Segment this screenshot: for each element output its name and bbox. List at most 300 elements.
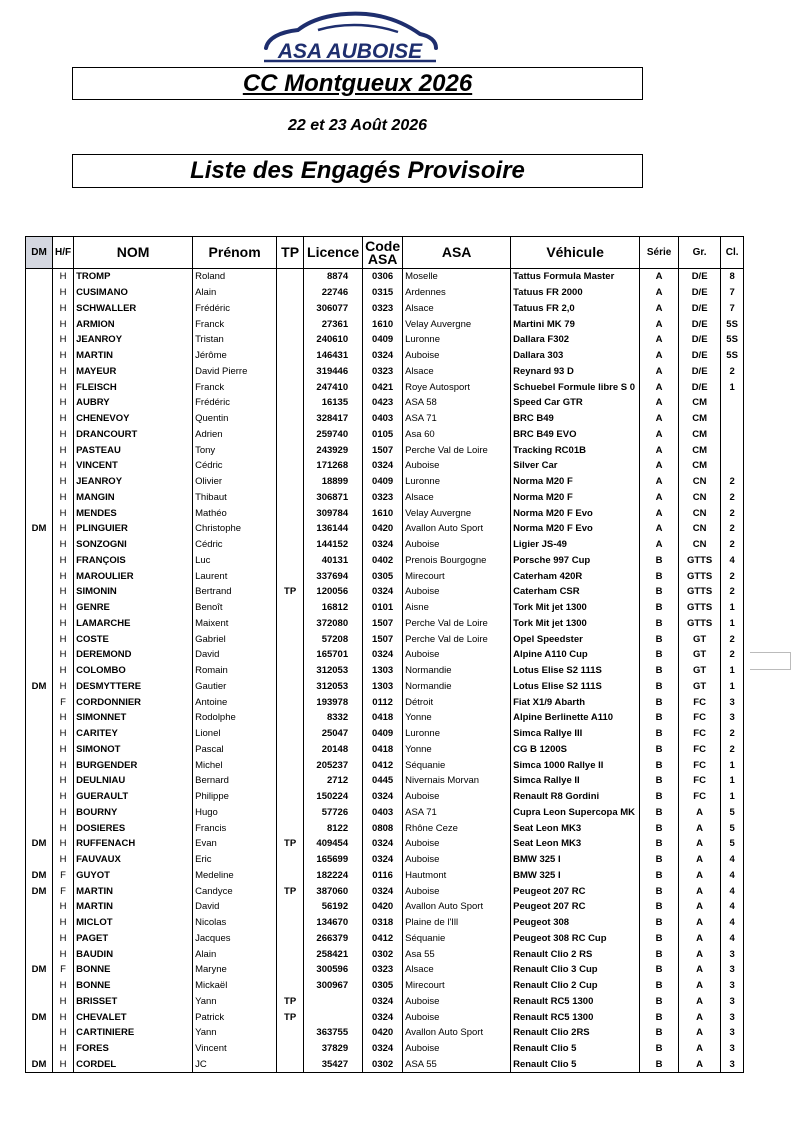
cell-asa: Plaine de l'Ill xyxy=(403,915,511,931)
col-header-dm: DM xyxy=(26,237,53,269)
cell-classe: 4 xyxy=(721,553,744,569)
cell-sex: H xyxy=(53,820,74,836)
cell-licence: 319446 xyxy=(304,364,363,380)
cell-tp xyxy=(277,868,304,884)
cell-tp xyxy=(277,789,304,805)
cell-licence: 300596 xyxy=(304,962,363,978)
cell-serie: B xyxy=(640,647,679,663)
cell-groupe: CN xyxy=(679,474,721,490)
cell-vehicule: Simca Rallye III xyxy=(511,726,640,742)
cell-licence: 409454 xyxy=(304,836,363,852)
cell-licence: 134670 xyxy=(304,915,363,931)
cell-serie: A xyxy=(640,316,679,332)
cell-sex: H xyxy=(53,537,74,553)
table-row xyxy=(26,364,744,380)
col-header-licence: Licence xyxy=(304,237,363,269)
event-title-text: CC Montgueux 2026 xyxy=(242,69,473,97)
cell-code-asa: 1507 xyxy=(363,442,403,458)
cell-asa: Velay Auvergne xyxy=(403,505,511,521)
cell-serie: B xyxy=(640,726,679,742)
cell-tp xyxy=(277,647,304,663)
table-row xyxy=(26,805,744,821)
cell-code-asa: 0324 xyxy=(363,883,403,899)
cell-code-asa: 0302 xyxy=(363,1057,403,1073)
cell-sex: H xyxy=(53,994,74,1010)
cell-tp xyxy=(277,537,304,553)
cell-classe: 2 xyxy=(721,647,744,663)
cell-prenom: Yann xyxy=(193,994,277,1010)
cell-dm xyxy=(26,805,53,821)
cell-classe: 3 xyxy=(721,1009,744,1025)
cell-licence: 18899 xyxy=(304,474,363,490)
cell-groupe: GT xyxy=(679,679,721,695)
cell-serie: B xyxy=(640,883,679,899)
cell-dm xyxy=(26,852,53,868)
cell-classe: 2 xyxy=(721,474,744,490)
cell-nom: MARTIN xyxy=(74,883,193,899)
cell-serie: A xyxy=(640,348,679,364)
cell-prenom: Frédéric xyxy=(193,395,277,411)
cell-sex: H xyxy=(53,427,74,443)
cell-serie: B xyxy=(640,710,679,726)
cell-prenom: Tristan xyxy=(193,332,277,348)
cell-vehicule: Tatuus FR 2,0 xyxy=(511,301,640,317)
cell-classe: 1 xyxy=(721,616,744,632)
cell-sex: H xyxy=(53,379,74,395)
cell-nom: FORES xyxy=(74,1041,193,1057)
table-row xyxy=(26,726,744,742)
cell-asa: Auboise xyxy=(403,348,511,364)
cell-asa: Auboise xyxy=(403,852,511,868)
cell-vehicule: Tracking RC01B xyxy=(511,442,640,458)
cell-prenom: Medeline xyxy=(193,868,277,884)
cell-nom: BONNE xyxy=(74,978,193,994)
cell-licence: 20148 xyxy=(304,742,363,758)
cell-serie: B xyxy=(640,1025,679,1041)
table-row xyxy=(26,820,744,836)
cell-serie: B xyxy=(640,789,679,805)
cell-licence: 57208 xyxy=(304,631,363,647)
table-row xyxy=(26,379,744,395)
cell-groupe: A xyxy=(679,994,721,1010)
cell-asa: Auboise xyxy=(403,883,511,899)
cell-serie: A xyxy=(640,364,679,380)
cell-prenom: Olivier xyxy=(193,474,277,490)
cell-groupe: A xyxy=(679,805,721,821)
cell-code-asa: 1303 xyxy=(363,663,403,679)
cell-vehicule: Renault Clio 3 Cup xyxy=(511,962,640,978)
cell-tp xyxy=(277,710,304,726)
cell-dm xyxy=(26,364,53,380)
cell-nom: BRISSET xyxy=(74,994,193,1010)
cell-classe: 1 xyxy=(721,379,744,395)
table-row xyxy=(26,868,744,884)
cell-classe: 5S xyxy=(721,332,744,348)
cell-classe: 2 xyxy=(721,568,744,584)
cell-licence: 312053 xyxy=(304,679,363,695)
cell-dm xyxy=(26,726,53,742)
cell-dm xyxy=(26,631,53,647)
cell-asa: Alsace xyxy=(403,364,511,380)
cell-sex: H xyxy=(53,899,74,915)
cell-prenom: Adrien xyxy=(193,427,277,443)
cell-dm xyxy=(26,332,53,348)
cell-tp xyxy=(277,600,304,616)
cell-asa: Alsace xyxy=(403,301,511,317)
cell-nom: MENDES xyxy=(74,505,193,521)
cell-sex: H xyxy=(53,647,74,663)
table-row xyxy=(26,616,744,632)
cell-sex: F xyxy=(53,962,74,978)
asa-auboise-logo xyxy=(258,8,442,64)
cell-serie: B xyxy=(640,931,679,947)
cell-nom: LAMARCHE xyxy=(74,616,193,632)
cell-asa: Auboise xyxy=(403,537,511,553)
cell-prenom: Franck xyxy=(193,316,277,332)
cell-classe: 3 xyxy=(721,1041,744,1057)
cell-serie: B xyxy=(640,694,679,710)
cell-licence: 247410 xyxy=(304,379,363,395)
table-row xyxy=(26,994,744,1010)
cell-asa: Perche Val de Loire xyxy=(403,616,511,632)
cell-vehicule: Simca Rallye II xyxy=(511,773,640,789)
cell-vehicule: Tork Mit jet 1300 xyxy=(511,600,640,616)
cell-classe xyxy=(721,442,744,458)
col-header-serie: Série xyxy=(640,237,679,269)
cell-nom: JEANROY xyxy=(74,474,193,490)
cell-vehicule: BRC B49 xyxy=(511,411,640,427)
cell-prenom: Thibaut xyxy=(193,490,277,506)
cell-serie: A xyxy=(640,537,679,553)
cell-prenom: Franck xyxy=(193,379,277,395)
cell-licence: 2712 xyxy=(304,773,363,789)
cell-licence: 363755 xyxy=(304,1025,363,1041)
cell-asa: Alsace xyxy=(403,490,511,506)
cell-serie: A xyxy=(640,379,679,395)
cell-asa: Mirecourt xyxy=(403,568,511,584)
cell-classe: 1 xyxy=(721,679,744,695)
cell-serie: A xyxy=(640,395,679,411)
cell-classe: 3 xyxy=(721,978,744,994)
cell-code-asa: 0324 xyxy=(363,537,403,553)
cell-sex: H xyxy=(53,773,74,789)
cell-serie: B xyxy=(640,679,679,695)
cell-vehicule: Fiat X1/9 Abarth xyxy=(511,694,640,710)
cell-prenom: Alain xyxy=(193,285,277,301)
table-row xyxy=(26,490,744,506)
cell-vehicule: Renault Clio 2 Cup xyxy=(511,978,640,994)
cell-sex: H xyxy=(53,946,74,962)
cell-serie: A xyxy=(640,505,679,521)
cell-nom: MAYEUR xyxy=(74,364,193,380)
cell-nom: DOSIERES xyxy=(74,820,193,836)
cell-dm xyxy=(26,458,53,474)
cell-groupe: CM xyxy=(679,458,721,474)
cell-groupe: D/E xyxy=(679,379,721,395)
cell-vehicule: Peugeot 207 RC xyxy=(511,883,640,899)
table-row xyxy=(26,458,744,474)
cell-groupe: A xyxy=(679,962,721,978)
cell-asa: Nivernais Morvan xyxy=(403,773,511,789)
cell-nom: DEREMOND xyxy=(74,647,193,663)
cell-asa: Asa 55 xyxy=(403,946,511,962)
cell-dm: DM xyxy=(26,521,53,537)
cell-code-asa: 0423 xyxy=(363,395,403,411)
cell-asa: Auboise xyxy=(403,458,511,474)
cell-licence: 144152 xyxy=(304,537,363,553)
cell-serie: B xyxy=(640,757,679,773)
cell-tp xyxy=(277,269,304,285)
cell-prenom: Christophe xyxy=(193,521,277,537)
cell-code-asa: 0403 xyxy=(363,411,403,427)
cell-code-asa: 0306 xyxy=(363,269,403,285)
cell-groupe: FC xyxy=(679,742,721,758)
cell-serie: A xyxy=(640,458,679,474)
cell-vehicule: Silver Car xyxy=(511,458,640,474)
cell-vehicule: Norma M20 F Evo xyxy=(511,505,640,521)
cell-serie: A xyxy=(640,490,679,506)
cell-serie: B xyxy=(640,553,679,569)
cell-licence: 56192 xyxy=(304,899,363,915)
cell-licence: 8874 xyxy=(304,269,363,285)
cell-serie: B xyxy=(640,915,679,931)
cell-prenom: Cédric xyxy=(193,458,277,474)
cell-code-asa: 0105 xyxy=(363,427,403,443)
cell-tp xyxy=(277,1057,304,1073)
cell-groupe: D/E xyxy=(679,269,721,285)
cell-dm: DM xyxy=(26,1009,53,1025)
cell-sex: H xyxy=(53,348,74,364)
cell-vehicule: Speed Car GTR xyxy=(511,395,640,411)
cell-prenom: Rodolphe xyxy=(193,710,277,726)
cell-sex: H xyxy=(53,411,74,427)
cell-vehicule: Lotus Elise S2 111S xyxy=(511,663,640,679)
cell-licence: 165701 xyxy=(304,647,363,663)
cell-vehicule: Renault RC5 1300 xyxy=(511,994,640,1010)
cell-tp: TP xyxy=(277,584,304,600)
cell-groupe: A xyxy=(679,820,721,836)
cell-sex: H xyxy=(53,789,74,805)
list-title-text: Liste des Engagés Provisoire xyxy=(190,157,525,184)
cell-groupe: FC xyxy=(679,694,721,710)
table-row xyxy=(26,742,744,758)
cell-sex: H xyxy=(53,364,74,380)
cell-nom: CHENEVOY xyxy=(74,411,193,427)
cell-groupe: GT xyxy=(679,631,721,647)
cell-code-asa: 0324 xyxy=(363,458,403,474)
cell-prenom: Tony xyxy=(193,442,277,458)
cell-vehicule: Caterham 420R xyxy=(511,568,640,584)
cell-asa: Luronne xyxy=(403,332,511,348)
cell-vehicule: Renault R8 Gordini xyxy=(511,789,640,805)
cell-serie: A xyxy=(640,521,679,537)
cell-classe: 3 xyxy=(721,1057,744,1073)
cell-classe: 3 xyxy=(721,694,744,710)
cell-nom: MANGIN xyxy=(74,490,193,506)
cell-prenom: Mickaël xyxy=(193,978,277,994)
cell-dm xyxy=(26,600,53,616)
cell-groupe: GTTS xyxy=(679,553,721,569)
cell-sex: F xyxy=(53,883,74,899)
cell-vehicule: Simca 1000 Rallye II xyxy=(511,757,640,773)
cell-tp xyxy=(277,427,304,443)
cell-asa: Auboise xyxy=(403,994,511,1010)
cell-vehicule: Alpine Berlinette A110 xyxy=(511,710,640,726)
cell-classe xyxy=(721,411,744,427)
cell-nom: CUSIMANO xyxy=(74,285,193,301)
cell-vehicule: BRC B49 EVO xyxy=(511,427,640,443)
cell-classe: 3 xyxy=(721,946,744,962)
cell-dm: DM xyxy=(26,883,53,899)
cell-code-asa: 0418 xyxy=(363,710,403,726)
cell-licence xyxy=(304,1009,363,1025)
cell-prenom: Gautier xyxy=(193,679,277,695)
cell-prenom: Hugo xyxy=(193,805,277,821)
cell-sex: H xyxy=(53,757,74,773)
cell-tp xyxy=(277,616,304,632)
cell-classe: 3 xyxy=(721,994,744,1010)
cell-classe: 3 xyxy=(721,962,744,978)
table-row xyxy=(26,316,744,332)
cell-asa: Normandie xyxy=(403,679,511,695)
cell-asa: Yonne xyxy=(403,710,511,726)
cell-nom: ARMION xyxy=(74,316,193,332)
cell-nom: GUERAULT xyxy=(74,789,193,805)
cell-sex: H xyxy=(53,1041,74,1057)
cell-tp xyxy=(277,962,304,978)
cell-nom: MICLOT xyxy=(74,915,193,931)
cell-nom: BONNE xyxy=(74,962,193,978)
cell-serie: B xyxy=(640,820,679,836)
cell-nom: BAUDIN xyxy=(74,946,193,962)
cell-tp: TP xyxy=(277,836,304,852)
cell-dm xyxy=(26,773,53,789)
cell-serie: B xyxy=(640,584,679,600)
cell-classe: 5 xyxy=(721,805,744,821)
cell-tp xyxy=(277,379,304,395)
cell-code-asa: 0324 xyxy=(363,348,403,364)
cell-sex: H xyxy=(53,285,74,301)
cell-prenom: Mathéo xyxy=(193,505,277,521)
cell-tp xyxy=(277,364,304,380)
table-row xyxy=(26,442,744,458)
cell-serie: B xyxy=(640,805,679,821)
cell-serie: B xyxy=(640,1009,679,1025)
cell-asa: Auboise xyxy=(403,647,511,663)
cell-dm xyxy=(26,647,53,663)
cell-sex: H xyxy=(53,710,74,726)
cell-nom: DESMYTTERE xyxy=(74,679,193,695)
cell-nom: PLINGUIER xyxy=(74,521,193,537)
cell-asa: Séquanie xyxy=(403,931,511,947)
cell-code-asa: 0324 xyxy=(363,789,403,805)
cell-licence: 146431 xyxy=(304,348,363,364)
cell-prenom: Benoît xyxy=(193,600,277,616)
cell-vehicule: Norma M20 F xyxy=(511,474,640,490)
cell-nom: TROMP xyxy=(74,269,193,285)
cell-vehicule: Porsche 997 Cup xyxy=(511,553,640,569)
cell-vehicule: Alpine A110 Cup xyxy=(511,647,640,663)
cell-sex: H xyxy=(53,978,74,994)
table-row xyxy=(26,474,744,490)
cell-groupe: A xyxy=(679,883,721,899)
cell-serie: A xyxy=(640,332,679,348)
cell-code-asa: 0323 xyxy=(363,490,403,506)
cell-prenom: Gabriel xyxy=(193,631,277,647)
table-row xyxy=(26,332,744,348)
cell-groupe: GTTS xyxy=(679,584,721,600)
cell-vehicule: Peugeot 207 RC xyxy=(511,899,640,915)
cell-asa: Mirecourt xyxy=(403,978,511,994)
cell-code-asa: 0409 xyxy=(363,726,403,742)
cell-asa: Asa 60 xyxy=(403,427,511,443)
cell-dm xyxy=(26,568,53,584)
table-row xyxy=(26,694,744,710)
cell-groupe: FC xyxy=(679,789,721,805)
cell-serie: B xyxy=(640,631,679,647)
cell-prenom: Alain xyxy=(193,946,277,962)
cell-dm xyxy=(26,742,53,758)
cell-asa: Perche Val de Loire xyxy=(403,631,511,647)
table-header-row xyxy=(26,237,744,269)
cell-nom: CARITEY xyxy=(74,726,193,742)
col-header-vehicule: Véhicule xyxy=(511,237,640,269)
event-title xyxy=(72,67,643,100)
cell-nom: AUBRY xyxy=(74,395,193,411)
cell-vehicule: Norma M20 F xyxy=(511,490,640,506)
cell-code-asa: 0418 xyxy=(363,742,403,758)
cell-tp xyxy=(277,521,304,537)
cell-nom: JEANROY xyxy=(74,332,193,348)
cell-prenom: Antoine xyxy=(193,694,277,710)
cell-prenom: Frédéric xyxy=(193,301,277,317)
cell-tp xyxy=(277,285,304,301)
cell-prenom: Lionel xyxy=(193,726,277,742)
cell-classe: 1 xyxy=(721,600,744,616)
cell-prenom: David Pierre xyxy=(193,364,277,380)
cell-prenom: Roland xyxy=(193,269,277,285)
cell-classe: 2 xyxy=(721,505,744,521)
cell-sex: H xyxy=(53,836,74,852)
cell-licence: 165699 xyxy=(304,852,363,868)
cell-code-asa: 0302 xyxy=(363,946,403,962)
cell-classe: 4 xyxy=(721,899,744,915)
cell-dm xyxy=(26,978,53,994)
cell-tp xyxy=(277,931,304,947)
cell-code-asa: 1507 xyxy=(363,616,403,632)
cell-dm xyxy=(26,994,53,1010)
stray-cell-border xyxy=(750,652,791,670)
cell-licence: 8332 xyxy=(304,710,363,726)
cell-serie: B xyxy=(640,663,679,679)
cell-nom: DRANCOURT xyxy=(74,427,193,443)
cell-nom: MAROULIER xyxy=(74,568,193,584)
cell-groupe: A xyxy=(679,1025,721,1041)
col-header-tp: TP xyxy=(277,237,304,269)
table-row xyxy=(26,395,744,411)
cell-dm xyxy=(26,931,53,947)
cell-code-asa: 0324 xyxy=(363,1041,403,1057)
cell-sex: H xyxy=(53,631,74,647)
cell-code-asa: 0420 xyxy=(363,521,403,537)
table-row xyxy=(26,553,744,569)
cell-asa: Détroit xyxy=(403,694,511,710)
table-row xyxy=(26,1009,744,1025)
cell-groupe: GTTS xyxy=(679,568,721,584)
table-row xyxy=(26,663,744,679)
cell-groupe: CN xyxy=(679,490,721,506)
cell-nom: COLOMBO xyxy=(74,663,193,679)
